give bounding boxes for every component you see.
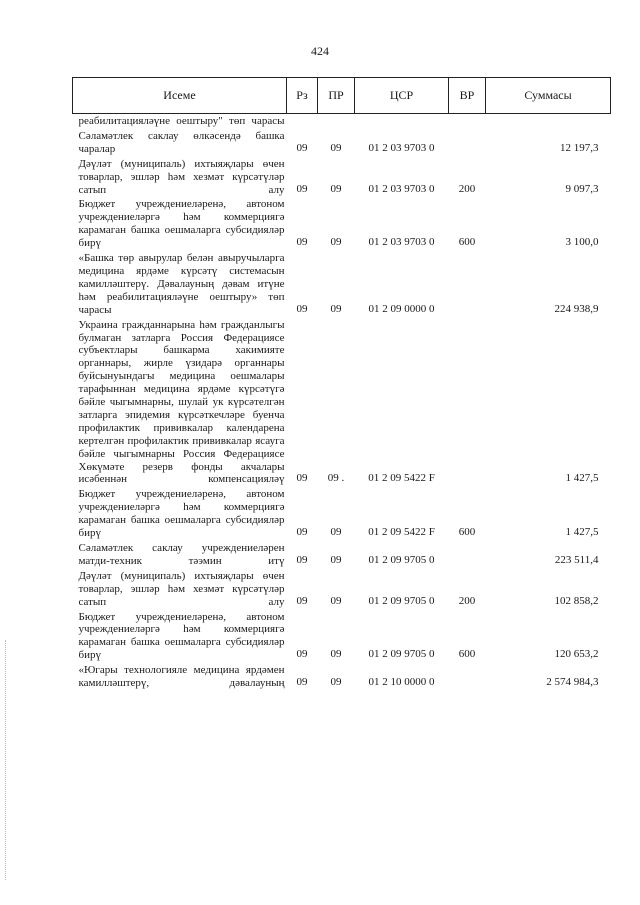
row-rz: 09: [296, 141, 308, 154]
row-pr: 09: [330, 182, 342, 195]
table-row: [73, 114, 611, 129]
row-sum: 3 100,0: [565, 236, 599, 249]
row-pr: 09: [330, 526, 342, 539]
row-csr: 01 2 09 5422 F: [368, 526, 435, 539]
row-sum: 9 097,3: [565, 182, 599, 195]
row-pr: 09: [330, 302, 342, 315]
row-name: Дәүләт (муниципаль) ихтыяҗлары өчен товарлар, эшләр һәм хезмәт күрсәтүләр сатып алу: [78, 569, 285, 608]
row-name: Бюджет учреждениеләренә, автоном учреждениеләргә һәм коммерциягә карамаган башка оешмаларга субсидияләр бирү: [78, 610, 285, 662]
row-pr: 09: [330, 676, 342, 689]
row-sum: 102 858,2: [554, 594, 599, 607]
row-vr: [449, 251, 486, 318]
row-csr: 01 2 03 9703 0: [368, 182, 435, 195]
row-vr: [449, 663, 486, 691]
row-pr: 09: [330, 141, 342, 154]
table-row: [73, 569, 611, 610]
table-row: [73, 610, 611, 664]
row-pr: 09: [330, 553, 342, 566]
row-sum: 223 511,4: [554, 553, 599, 566]
row-sum: 2 574 984,3: [546, 676, 599, 689]
row-name: Сәламәтлек саклау учреждениеләрен матди-техник тәэмин итү: [78, 542, 285, 567]
table-header-row: [73, 78, 611, 114]
row-csr: [355, 114, 449, 129]
row-name: Украина гражданнарына һәм гражданлыгы булмаган затларга Россия Федерациясе субъектлары башкарма хакимияте органнары, жирле үзидарә органнары буйсынуындагы медицина оешмалары тарафыннан медицина ярдәме күрсәтүгә бәйле чыгымнарны, шулай ук күрсәтелгән затларга эпидемия күрсәткечләре буенча профилактик прививкалар календарена кертелгән профилактик прививкалар ясауга бәйле чыгымнарны Россия Федерациясе Хөкүмәте резерв фонды акчалары исәбеннән компенсацияләү: [78, 318, 285, 486]
row-pr: 09: [330, 236, 342, 249]
row-rz: 09: [296, 553, 308, 566]
row-vr: 600: [458, 648, 476, 661]
table-row: [73, 197, 611, 251]
table-row: [73, 129, 611, 157]
row-vr: 600: [458, 236, 476, 249]
scan-margin-dots: [5, 640, 8, 880]
row-vr: [449, 318, 486, 488]
row-csr: 01 2 03 9703 0: [368, 236, 435, 249]
table-row: [73, 251, 611, 318]
row-csr: 01 2 09 9705 0: [368, 553, 435, 566]
row-rz: 09: [296, 472, 308, 485]
row-pr: 09 .: [327, 472, 345, 485]
row-pr: 09: [330, 594, 342, 607]
page-number: 424: [311, 44, 329, 58]
row-sum: 1 427,5: [565, 526, 599, 539]
row-vr: 200: [458, 594, 476, 607]
header-vr: ВР: [449, 78, 486, 114]
header-sum: Суммасы: [486, 78, 611, 114]
row-vr: [449, 541, 486, 569]
table-row: [73, 541, 611, 569]
row-sum: 12 197,3: [560, 141, 599, 154]
row-csr: 01 2 09 5422 F: [368, 472, 435, 485]
row-vr: [449, 114, 486, 129]
row-name: Бюджет учреждениеләренә, автоном учреждениеләргә һәм коммерциягә карамаган башка оешмаларга субсидияләр бирү: [78, 198, 285, 250]
row-csr: 01 2 09 9705 0: [368, 648, 435, 661]
header-csr: ЦСР: [355, 78, 449, 114]
row-name: «Башка төр авырулар белән авыручыларга медицина ярдәме күрсәтү системасын камилләштерү. Дәвалауның дәвам итүне һәм реабилитацияләүне оештыру» төп чарасы: [78, 252, 285, 316]
table-row: [73, 487, 611, 541]
row-sum: 224 938,9: [554, 302, 599, 315]
row-rz: [287, 114, 318, 129]
row-name: реабилитацияләүне оештыру" төп чарасы: [78, 115, 285, 127]
row-vr: [449, 129, 486, 157]
row-csr: 01 2 09 0000 0: [368, 302, 435, 315]
row-pr: 09: [330, 648, 342, 661]
row-sum: 120 653,2: [554, 648, 599, 661]
row-rz: 09: [296, 302, 308, 315]
row-csr: 01 2 09 9705 0: [368, 594, 435, 607]
row-csr: 01 2 10 0000 0: [368, 676, 435, 689]
row-name: «Югары технологияле медицина ярдәмен камилләштерү, дәвалауның: [78, 664, 285, 690]
table-row: [73, 318, 611, 488]
row-pr: [318, 114, 355, 129]
header-name: Исеме: [73, 78, 287, 114]
row-rz: 09: [296, 648, 308, 661]
row-vr: 600: [458, 526, 476, 539]
header-pr: ПР: [318, 78, 355, 114]
budget-table: [72, 77, 611, 691]
row-name: Бюджет учреждениеләренә, автоном учреждениеләргә һәм коммерциягә карамаган башка оешмаларга субсидияләр бирү: [78, 488, 285, 540]
row-name: Дәүләт (муниципаль) ихтыяҗлары өчен товарлар, эшләр һәм хезмәт күрсәтүләр сатып алу: [78, 157, 285, 196]
table-row: [73, 157, 611, 198]
row-rz: 09: [296, 182, 308, 195]
row-rz: 09: [296, 526, 308, 539]
row-sum: [486, 114, 611, 129]
row-rz: 09: [296, 236, 308, 249]
table-row: [73, 663, 611, 691]
row-sum: 1 427,5: [565, 472, 599, 485]
row-name: Сәламәтлек саклау өлкәсендә башка чаралар: [78, 129, 285, 155]
row-csr: 01 2 03 9703 0: [368, 141, 435, 154]
header-rz: Рз: [287, 78, 318, 114]
row-vr: 200: [458, 182, 476, 195]
row-rz: 09: [296, 676, 308, 689]
row-rz: 09: [296, 594, 308, 607]
